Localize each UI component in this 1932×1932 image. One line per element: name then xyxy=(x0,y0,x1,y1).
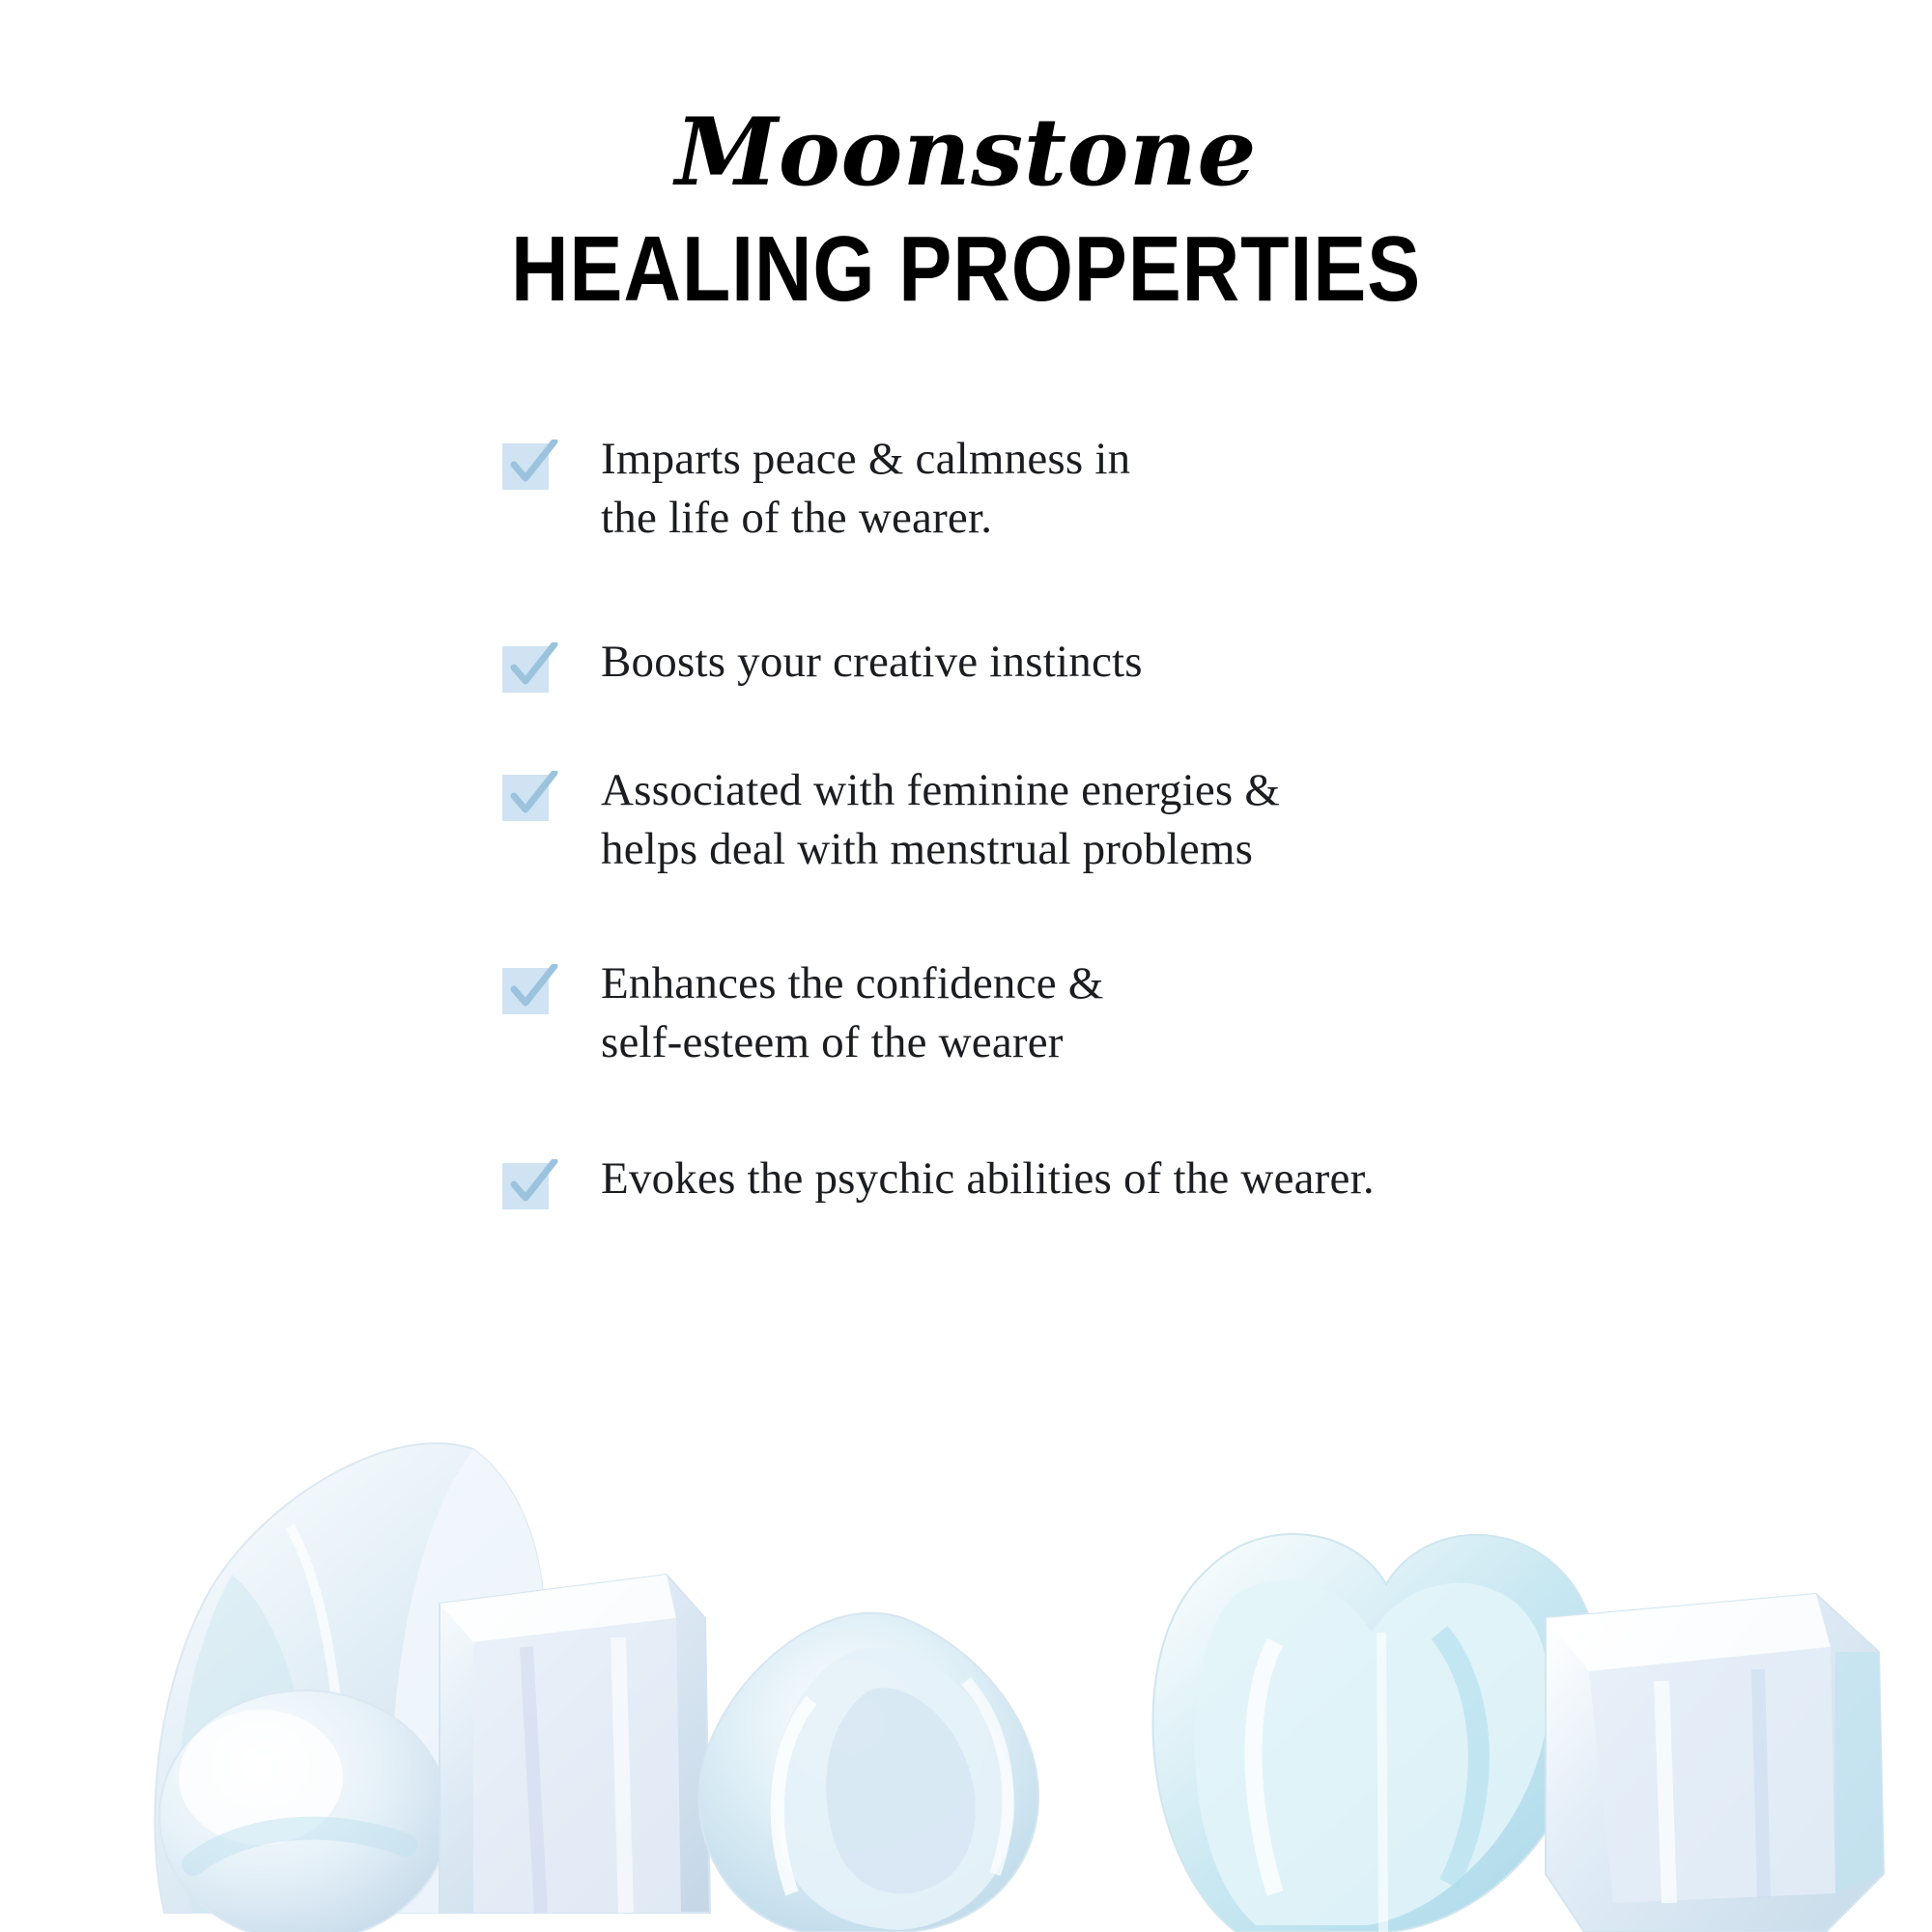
list-item-line: Enhances the confidence & xyxy=(601,958,1104,1009)
checkbox-checked-icon xyxy=(502,775,549,821)
checkbox-wrap xyxy=(502,443,554,490)
list-item-line: self-esteem of the wearer xyxy=(601,1017,1064,1068)
list-item-line: Associated with feminine energies & xyxy=(601,765,1281,816)
checkbox-checked-icon xyxy=(502,646,549,693)
checkbox-wrap xyxy=(502,1163,554,1209)
checkbox-wrap xyxy=(502,646,554,693)
moonstone-gem-cluster xyxy=(0,1410,1932,1932)
list-item-line: Evokes the psychic abilities of the wearer. xyxy=(601,1153,1375,1205)
checkbox-checked-icon xyxy=(502,443,549,490)
pear-rose-cut-moonstone xyxy=(699,1613,1038,1932)
checkbox-checked-icon xyxy=(502,1163,549,1209)
page-header xyxy=(0,0,1932,321)
list-item-text xyxy=(601,430,1130,548)
asscher-cut-moonstone xyxy=(1546,1594,1884,1932)
list-item-text xyxy=(601,1150,1375,1208)
checkbox-wrap xyxy=(502,968,554,1014)
page-title-script: Moonstone xyxy=(675,98,1257,207)
checkbox-checked-icon xyxy=(502,968,549,1014)
list-item-line: helps deal with menstrual problems xyxy=(601,824,1254,875)
list-item-line: Imparts peace & calmness in xyxy=(601,433,1131,484)
list-item-line: Boosts your creative instincts xyxy=(601,636,1143,687)
emerald-cut-moonstone xyxy=(440,1575,710,1913)
list-item-line: the life of the wearer. xyxy=(601,492,993,543)
page-title-main: HEALING PROPERTIES xyxy=(510,216,1422,321)
heart-cut-moonstone xyxy=(1152,1534,1598,1932)
healing-properties-list xyxy=(0,430,1932,1209)
checkbox-wrap xyxy=(502,775,554,821)
oval-cabochon-moonstone xyxy=(159,1690,449,1932)
list-item xyxy=(502,954,1816,1072)
list-item xyxy=(502,1150,1816,1208)
list-item-text xyxy=(601,633,1143,692)
list-item xyxy=(502,633,1816,692)
list-item-text xyxy=(601,954,1103,1072)
list-item-text xyxy=(601,761,1280,879)
list-item xyxy=(502,761,1816,879)
list-item xyxy=(502,430,1816,548)
